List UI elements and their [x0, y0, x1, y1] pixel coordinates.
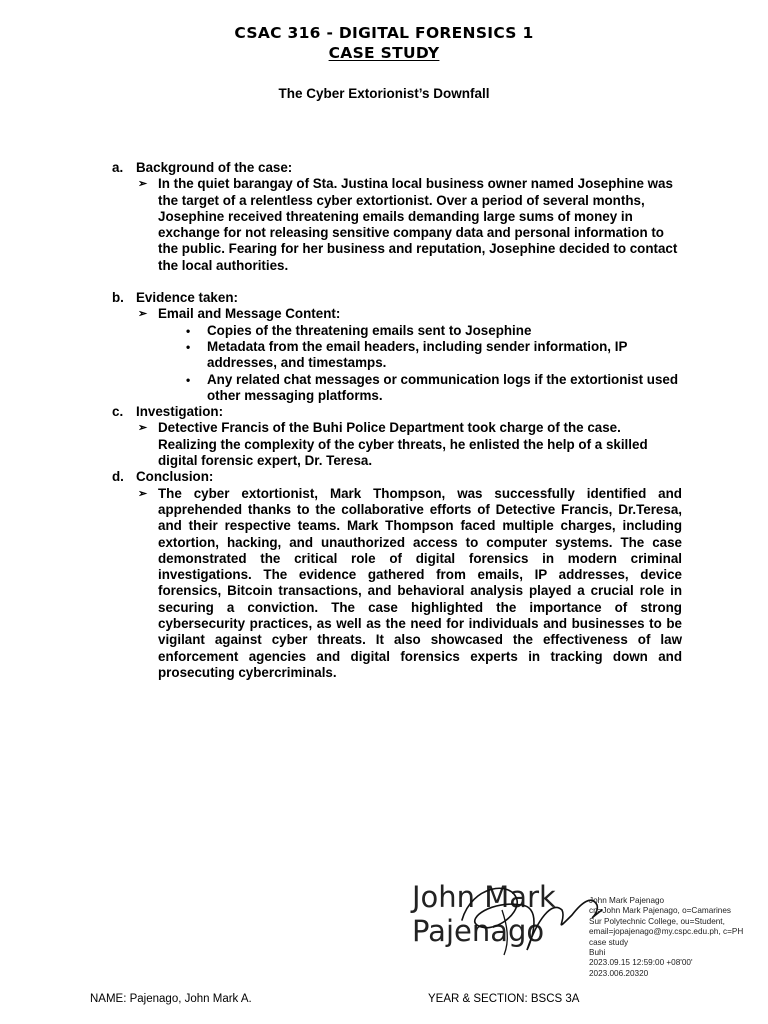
arrow-bullet-icon: ➢	[138, 308, 148, 321]
evidence-bullet	[112, 323, 682, 339]
conclusion-text: The cyber extortionist, Mark Thompson, was successfully identified and apprehended thanks to the collaborative efforts of Detective Francis, Dr.Teresa, and their respective teams. Mark Thompson faced multiple charges, including extortion, hacking, and unauthorized access to computer systems. The case demonstrated the critical role of digital forensics in modern criminal investigations. The evidence gathered from emails, IP addresses, device forensics, Bitcoin transactions, and behavioral analysis played a crucial role in securing a conviction. The case highlighted the importance of strong cybersecurity practices, as well as the need for individuals and businesses to be vigilant against cyber threats. It also showcased the effectiveness of law enforcement agencies and digital forensics experts in tracking down and prosecuting cybercriminals.	[158, 485, 682, 680]
digital-signature	[412, 880, 762, 980]
evidence-bullet	[112, 372, 682, 405]
case-body	[112, 160, 682, 681]
section-letter: a.	[112, 160, 124, 175]
section-b-subheading	[112, 306, 682, 322]
section-a-item	[112, 176, 682, 274]
section-title: Investigation:	[136, 404, 224, 420]
signature-detail-line: cn=John Mark Pajenago, o=Camarines	[589, 906, 731, 916]
year-section: YEAR & SECTION: BSCS 3A	[428, 993, 580, 1005]
signature-detail-line: email=jopajenago@my.cspc.edu.ph, c=PH	[589, 927, 744, 937]
bullet-dot-icon: •	[186, 339, 191, 354]
section-title: Background of the case:	[136, 160, 293, 175]
evidence-bullet-text: Metadata from the email headers, including sender information, IP addresses, and timestamps.	[207, 338, 628, 371]
arrow-bullet-icon: ➢	[138, 178, 148, 191]
investigation-text: Detective Francis of the Buhi Police Department took charge of the case. Realizing the complexity of the cyber threats, he enlisted the help of a skilled digital forensic expert, Dr. Teresa.	[158, 420, 648, 469]
signature-detail-line: 2023.006.20320	[589, 968, 649, 978]
signer-name-line: John Mark	[412, 880, 556, 914]
document-type-heading	[0, 44, 768, 62]
arrow-bullet-icon: ➢	[138, 422, 148, 435]
evidence-bullet-text: Any related chat messages or communication logs if the extortionist used other messaging platforms.	[207, 371, 679, 403]
section-b-heading	[112, 290, 682, 306]
student-name: NAME: Pajenago, John Mark A.	[90, 993, 252, 1005]
background-text: In the quiet barangay of Sta. Justina local business owner named Josephine was the target of a relentless cyber extortionist. Over a period of several months, Josephine received threatening emails demanding large sums of money in exchange for not releasing sensitive company data and personal information to the public. Fearing for her business and reputation, Josephine decided to contact the local authorities.	[158, 176, 678, 273]
case-study-label: CASE STUDY	[328, 44, 440, 62]
section-letter: d.	[112, 469, 124, 485]
signature-details	[589, 896, 768, 979]
signature-detail-line: case study	[589, 937, 629, 947]
signature-detail-line: John Mark Pajenago	[589, 896, 665, 905]
section-c-heading	[112, 404, 682, 420]
bullet-dot-icon: •	[186, 372, 191, 387]
signature-detail-line: 2023.09.15 12:59:00 +08'00'	[589, 958, 693, 968]
section-title: Conclusion:	[136, 469, 214, 485]
section-d-heading	[112, 469, 682, 485]
case-title: The Cyber Extorionist’s Downfall	[278, 86, 490, 101]
evidence-bullet-text: Copies of the threatening emails sent to Josephine	[207, 322, 532, 338]
bullet-dot-icon: •	[186, 323, 191, 338]
signature-detail-line: Buhi	[589, 948, 606, 958]
signer-name-line: Pajenago	[412, 914, 545, 948]
section-c-item	[112, 420, 682, 469]
course-title: CSAC 316 - DIGITAL FORENSICS 1	[234, 24, 534, 42]
signature-detail-line: Sur Polytechnic College, ou=Student,	[589, 916, 725, 926]
section-a-heading	[112, 160, 682, 176]
section-letter: b.	[112, 290, 124, 306]
section-title: Evidence taken:	[136, 290, 238, 306]
arrow-bullet-icon: ➢	[138, 487, 148, 500]
section-d-item	[112, 486, 682, 682]
section-letter: c.	[112, 404, 124, 420]
evidence-subtitle: Email and Message Content:	[158, 306, 341, 322]
evidence-bullet	[112, 339, 682, 372]
